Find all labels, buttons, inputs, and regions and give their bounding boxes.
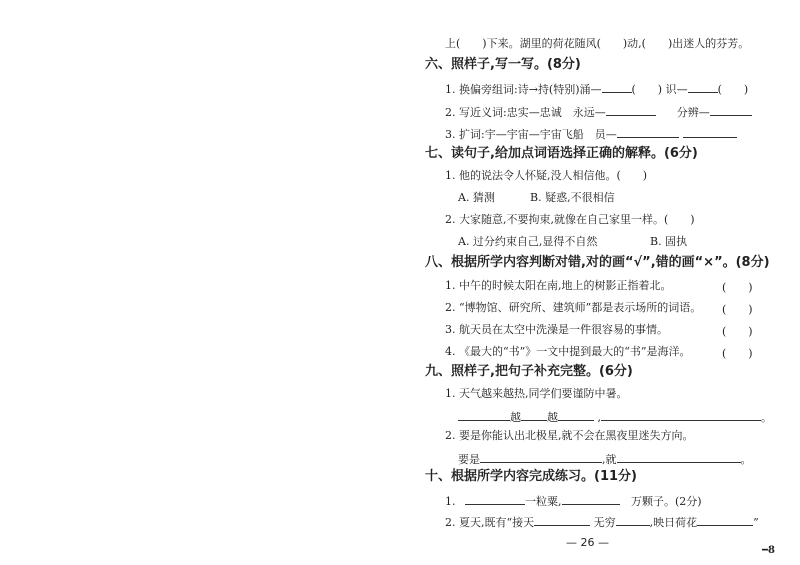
- sec7-q2-text: 大家随意,不要拘束,就像在自己家里一样。( ): [459, 213, 695, 226]
- sec6-q2-blank2[interactable]: [710, 104, 752, 116]
- sec9-q1-label: 1.: [445, 387, 456, 400]
- section-6-heading: 六、照样子,写一写。(8分): [425, 57, 581, 72]
- page-number: — 26 —: [566, 536, 609, 549]
- sec9-q2-blank1[interactable]: [480, 451, 602, 463]
- sec6-q2-label: 2.: [445, 106, 456, 119]
- sec9-q1-blank3[interactable]: [558, 409, 594, 421]
- sec9-q2-yaoshi: 要是: [458, 453, 480, 466]
- section-7-heading: 七、读句子,给加点词语选择正确的解释。(6分): [425, 146, 698, 161]
- sec8-item-4: [445, 345, 691, 359]
- sec9-q2: [445, 429, 694, 443]
- sec8-item-label: 3.: [445, 323, 456, 336]
- sec8-item-text: 中午的时候太阳在南,地上的树影正指着北。: [459, 279, 672, 292]
- sec6-q1-paren2[interactable]: ( ): [717, 83, 749, 96]
- section-10-heading: 十、根据所学内容完成练习。(11分): [425, 469, 637, 484]
- sec10-q2-mid2: ,映日荷花: [649, 516, 698, 529]
- section-8-heading: 八、根据所学内容判断对错,对的画“√”,错的画“×”。(8分): [425, 255, 770, 270]
- sec6-q1-text: 换偏旁组词:诗→持(特别)涌—: [459, 83, 602, 96]
- sec8-item-text: 航天员在太空中洗澡是一件很容易的事情。: [459, 323, 668, 336]
- sec8-item-1-answer[interactable]: ( ): [722, 281, 753, 294]
- sec8-item-3: [445, 323, 668, 337]
- sec8-item-4-answer[interactable]: ( ): [722, 347, 753, 360]
- sec6-q3-blank2[interactable]: [683, 126, 737, 138]
- sec10-q2-label: 2.: [445, 516, 456, 529]
- corner-mark: ━8: [762, 545, 775, 556]
- sec9-q2-label: 2.: [445, 429, 456, 442]
- sec7-q1: [445, 169, 647, 183]
- sec10-q1: [445, 493, 702, 509]
- sec6-q3: [445, 126, 737, 142]
- sec7-q2-option-b[interactable]: B. 固执: [650, 235, 688, 248]
- sec9-q2-jiu: ,就: [602, 453, 617, 466]
- sec9-q1-yue1: 越: [510, 411, 521, 424]
- sec6-q3-blank1[interactable]: [617, 126, 679, 138]
- section-9-heading: 九、照样子,把句子补充完整。(6分): [425, 364, 633, 379]
- sec10-q2: [445, 514, 759, 530]
- sec10-q2-text: 夏天,既有“接天: [459, 516, 535, 529]
- sec8-item-label: 4.: [445, 345, 456, 358]
- sec6-q3-text: 扩词:宇—宇宙—宇宙飞船 员—: [459, 128, 617, 141]
- sec10-q1-blank1[interactable]: [465, 493, 525, 505]
- sec6-q2-text: 写近义词:忠实—忠诚 永远—: [459, 106, 606, 119]
- sec9-q1-blank2[interactable]: [521, 409, 547, 421]
- sec10-q2-mid: 无穷: [593, 516, 616, 529]
- sec9-q2-answer-line: [458, 451, 752, 467]
- sec6-q2: [445, 104, 752, 120]
- sec9-q2-blank2[interactable]: [617, 451, 741, 463]
- sec7-q1-text: 他的说法令人怀疑,没人相信他。( ): [459, 169, 648, 182]
- sec8-item-label: 1.: [445, 279, 456, 292]
- sec10-q1-blank2[interactable]: [562, 493, 620, 505]
- sec7-q1-option-b[interactable]: B. 疑惑,不很相信: [530, 191, 615, 204]
- sec8-item-2: [445, 301, 701, 315]
- sec9-q1-answer-line: 越 越 , 。: [458, 409, 772, 425]
- sec6-q1-blank2[interactable]: [688, 81, 718, 93]
- sec10-q2-blank1[interactable]: [534, 514, 590, 526]
- sec9-q1-blank4[interactable]: [601, 409, 761, 421]
- sec9-q2-end: 。: [740, 453, 752, 466]
- sec6-q1: [445, 81, 748, 97]
- sec10-q1-mid: 一粒粟,: [525, 495, 562, 508]
- top-line: 上( )下来。湖里的荷花随风( )动,( )出迷人的芬芳。: [445, 37, 750, 50]
- sec6-q2-blank1[interactable]: [606, 104, 656, 116]
- sec10-q2-blank2[interactable]: [616, 514, 650, 526]
- sec8-item-text: 《最大的“书”》一文中提到最大的“书”是海洋。: [459, 345, 691, 358]
- sec9-q1-blank1[interactable]: [458, 409, 510, 421]
- sec7-q2: [445, 213, 695, 227]
- sec6-q1-blank1[interactable]: [602, 81, 632, 93]
- sec8-item-3-answer[interactable]: ( ): [722, 325, 753, 338]
- sec7-q2-option-a[interactable]: A. 过分约束自己,显得不自然: [458, 235, 598, 248]
- sec10-q2-end: ”: [753, 516, 759, 529]
- sec9-q1-end: 。: [761, 411, 772, 424]
- sec6-q2-mid: 分辨—: [676, 106, 710, 119]
- sec10-q1-end: 万颗子。(2分): [631, 495, 702, 508]
- sec9-q1-text: 天气越来越热,同学们要谨防中暑。: [459, 387, 628, 400]
- sec8-item-2-answer[interactable]: ( ): [722, 303, 753, 316]
- sec6-q1-mid: 识—: [665, 83, 688, 96]
- sec7-q2-label: 2.: [445, 213, 456, 226]
- sec9-q1: [445, 387, 628, 401]
- sec8-item-text: “博物馆、研究所、建筑师”都是表示场所的词语。: [459, 301, 702, 314]
- sec7-q1-option-a[interactable]: A. 猜测: [458, 191, 495, 204]
- sec10-q2-blank3[interactable]: [697, 514, 753, 526]
- sec6-q1-paren1[interactable]: ( ): [631, 83, 663, 96]
- sec10-q1-label: 1.: [445, 495, 456, 508]
- sec6-q1-label: 1.: [445, 83, 456, 96]
- sec9-q1-yue2: 越: [547, 411, 558, 424]
- sec6-q3-label: 3.: [445, 128, 456, 141]
- sec8-item-1: [445, 279, 672, 293]
- sec7-q1-label: 1.: [445, 169, 456, 182]
- sec9-q2-text: 要是你能认出北极星,就不会在黑夜里迷失方向。: [459, 429, 694, 442]
- sec8-item-label: 2.: [445, 301, 456, 314]
